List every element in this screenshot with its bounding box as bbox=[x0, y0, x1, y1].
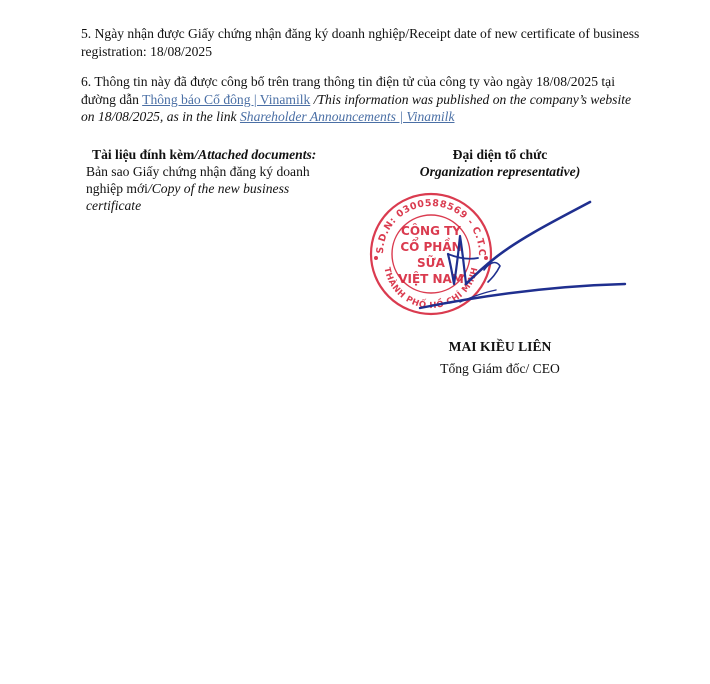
stamp-line-3: SỮA bbox=[417, 256, 445, 270]
attached-documents bbox=[86, 146, 336, 214]
attached-heading-vi: Tài liệu đính kèm bbox=[92, 147, 195, 162]
attached-documents-heading bbox=[86, 146, 336, 163]
shareholder-announcements-link-en[interactable]: Shareholder Announcements | Vinamilk bbox=[239, 109, 455, 124]
paragraph-6-prefix: 6. Thông tin này đã được công bố trên trang thông tin điện tử của công ty vào ngày 18/08/2025 tại đường dẫn bbox=[81, 74, 615, 107]
handwritten-signature-icon bbox=[400, 196, 630, 316]
signer-position: Tổng Giám đốc/ CEO bbox=[440, 361, 560, 376]
signer-name: MAI KIỀU LIÊN bbox=[448, 339, 552, 354]
attached-item-en: /Copy of the new business certificate bbox=[86, 181, 290, 213]
signer-block bbox=[380, 336, 620, 380]
attached-item bbox=[86, 163, 336, 214]
stamp-ring-top-text: S.D.N: 0300588569 - C.T.C bbox=[374, 197, 488, 257]
shareholder-notice-link-vi[interactable]: Thông báo Cổ đông | Vinamilk bbox=[142, 91, 311, 107]
attached-item-vi: Bản sao Giấy chứng nhận đăng ký doanh nghiệp mới bbox=[86, 164, 310, 196]
representative-title-vi: Đại diện tổ chức bbox=[452, 147, 548, 162]
signature bbox=[400, 196, 630, 316]
stamp-ring-bottom-text: THÀNH PHỐ HỒ CHÍ MINH bbox=[381, 266, 481, 312]
stamp-line-4: VIỆT NAM bbox=[398, 272, 464, 286]
representative-title-en: Organization representative) bbox=[419, 164, 581, 179]
paragraph-6-middle: /This information was published on the company’s website on 18/08/2025, as in the link bbox=[81, 91, 632, 124]
organization-representative bbox=[380, 146, 620, 180]
paragraph-5 bbox=[81, 25, 641, 60]
stamp-line-2: CỔ PHẦN bbox=[400, 240, 462, 254]
paragraph-6 bbox=[81, 73, 641, 126]
attached-heading-en: /Attached documents: bbox=[194, 147, 317, 162]
paragraph-5-text: 5. Ngày nhận được Giấy chứng nhận đăng ký doanh nghiệp/Receipt date of new certificate of business registration: 18/08/2025 bbox=[81, 26, 640, 59]
stamp-line-1: CÔNG TY bbox=[401, 224, 461, 238]
